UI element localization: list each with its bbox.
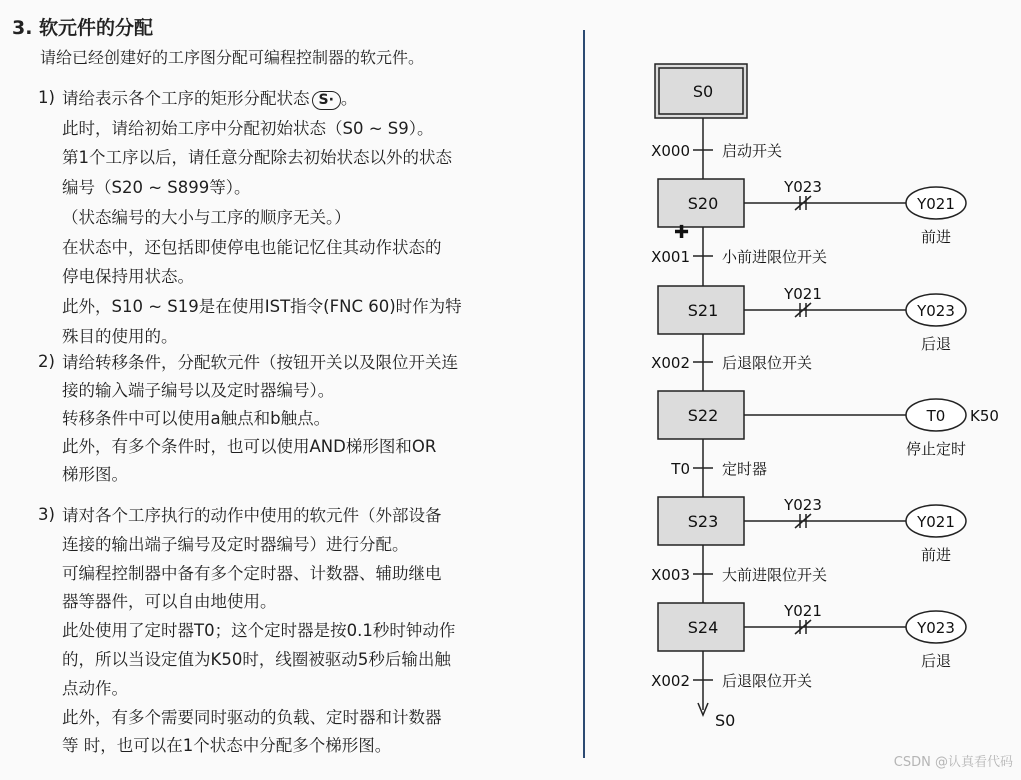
item-line-text: 此外，S10 ~ S19是在使用IST指令(FNC 60)时作为特	[62, 296, 462, 316]
item-line-text: 转移条件中可以使用a触点和b触点。	[62, 409, 331, 428]
item-line	[62, 237, 442, 259]
item-line	[62, 408, 330, 430]
item-line	[62, 266, 194, 288]
coil-parameter: K50	[970, 407, 999, 425]
item-line-text: 在状态中，还包括即使停电也能记忆住其动作状态的	[62, 237, 442, 257]
item-line	[62, 326, 178, 348]
transition-input: X003	[651, 566, 690, 584]
coil-caption: 前进	[920, 228, 952, 246]
item-line	[62, 352, 458, 374]
item-line	[62, 620, 455, 642]
item-line-suffix: 。	[340, 89, 358, 108]
item-line-text: 请给表示各个工序的矩形分配状态	[62, 89, 310, 108]
item-line-text: 可编程控制器中备有多个定时器、计数器、辅助继电	[62, 563, 442, 583]
item-line-text: 梯形图。	[62, 465, 128, 484]
transition-input: X000	[651, 142, 690, 160]
item-line-text: 的，所以当设定值为K50时，线圈被驱动5秒后输出触	[62, 650, 451, 669]
item-line	[62, 534, 409, 556]
item-line	[62, 380, 334, 402]
end-state-label: S0	[715, 711, 736, 730]
item-line-text: 此时，请给初始工序中分配初始状态（S0 ~ S9）。	[62, 118, 434, 138]
state-label: S20	[687, 194, 719, 213]
item-line	[62, 207, 351, 229]
state-label: S21	[687, 301, 719, 320]
sfc-diagram	[600, 55, 1010, 745]
coil-label: Y023	[917, 619, 955, 637]
item-line-text: 请对各个工序执行的动作中使用的软元件（外部设备	[62, 506, 442, 525]
item-line-text: 此外，有多个需要同时驱动的负载、定时器和计数器	[62, 707, 442, 727]
coil-caption: 停止定时	[905, 440, 967, 458]
transition-input: X002	[651, 672, 690, 690]
item-line	[62, 118, 434, 140]
state-label: S23	[687, 512, 719, 531]
item-number: 1)	[38, 88, 55, 107]
coil-label: T0	[926, 407, 946, 425]
contact-label: Y023	[784, 178, 822, 196]
coil-caption: 前进	[920, 546, 952, 564]
item-line	[62, 563, 442, 585]
item-line-text: 此外，有多个条件时，也可以使用AND梯形图和OR	[62, 437, 437, 456]
section-intro: 请给已经创建好的工序图分配可编程控制器的软元件。	[40, 48, 425, 67]
item-line-text: 殊目的使用的。	[62, 326, 178, 346]
item-line	[62, 735, 391, 757]
item-line	[62, 464, 128, 486]
transition-input: T0	[671, 460, 690, 478]
column-divider	[583, 30, 585, 758]
transition-input: X002	[651, 354, 690, 372]
state-label: S22	[687, 406, 719, 425]
item-line	[62, 436, 436, 458]
coil-caption: 后退	[920, 335, 952, 353]
contact-label: Y023	[784, 496, 822, 514]
coil-label: Y021	[917, 195, 955, 213]
transition-input: X001	[651, 248, 690, 266]
watermark: CSDN @认真看代码	[893, 755, 1013, 770]
contact-label: Y021	[784, 285, 822, 303]
item-line-text: 等 时，也可以在1个状态中分配多个梯形图。	[62, 736, 392, 756]
transition-description: 小前进限位开关	[722, 248, 828, 266]
item-line	[62, 649, 451, 671]
item-line	[62, 147, 452, 169]
item-number: 2)	[38, 352, 55, 371]
coil-label: Y021	[917, 513, 955, 531]
transition-description: 后退限位开关	[722, 672, 813, 690]
item-line-text: 第1个工序以后，请任意分配除去初始状态以外的状态	[62, 148, 452, 168]
coil-caption: 后退	[920, 652, 952, 670]
state-label: S24	[687, 618, 719, 637]
item-line	[62, 177, 251, 199]
item-line-text: 停电保持用状态。	[62, 267, 194, 287]
item-line	[62, 591, 277, 613]
item-line-text: 连接的输出端子编号及定时器编号）进行分配。	[62, 534, 409, 554]
item-line	[62, 505, 442, 527]
item-line-text: （状态编号的大小与工序的顺序无关。）	[62, 207, 351, 227]
item-line	[62, 88, 357, 110]
transition-description: 后退限位开关	[722, 354, 813, 372]
item-line-text: 请给转移条件，分配软元件（按钮开关以及限位开关连	[62, 353, 458, 372]
item-line	[62, 296, 462, 318]
item-line-text: 编号（S20 ~ S899等）。	[62, 178, 251, 198]
item-line	[62, 707, 442, 729]
transition-description: 定时器	[722, 460, 768, 478]
cursor-icon: ✚	[674, 222, 690, 243]
item-line-text: 点动作。	[62, 678, 128, 698]
section-title: 3. 软元件的分配	[12, 17, 154, 39]
state-label: S0	[692, 82, 714, 101]
transition-description: 启动开关	[722, 142, 783, 160]
item-line-text: 接的输入端子编号以及定时器编号）。	[62, 381, 335, 400]
item-line	[62, 678, 128, 700]
transition-description: 大前进限位开关	[722, 566, 828, 584]
state-symbol: S·	[312, 91, 341, 110]
item-number: 3)	[38, 505, 55, 524]
contact-label: Y021	[784, 602, 822, 620]
item-line-text: 此处使用了定时器T0；这个定时器是按0.1秒时钟动作	[62, 621, 456, 641]
item-line-text: 器等器件，可以自由地使用。	[62, 592, 277, 612]
coil-label: Y023	[917, 302, 955, 320]
